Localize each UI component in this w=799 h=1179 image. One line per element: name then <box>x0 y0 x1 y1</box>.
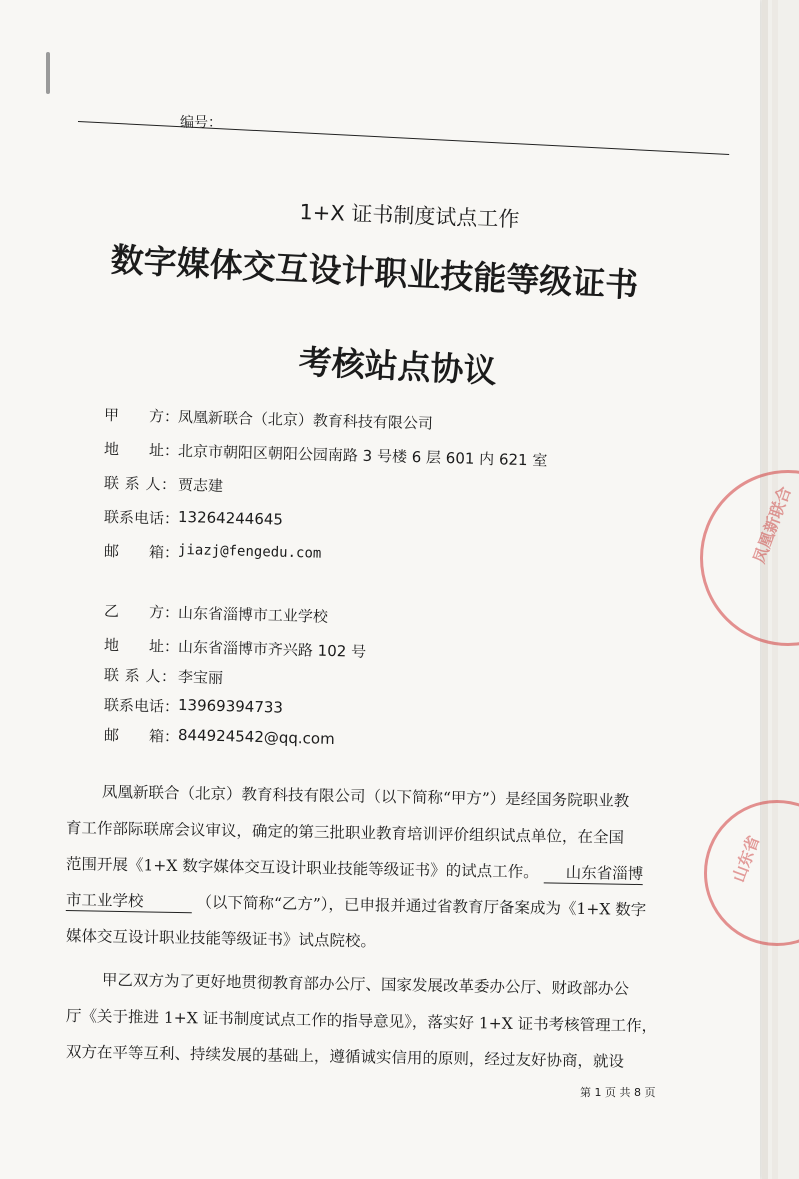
page-footer: 第 1 页 共 8 页 <box>580 1086 656 1099</box>
party-b-email-row <box>104 724 335 751</box>
party-a-email-row <box>104 540 322 567</box>
party-a-address-label: 地 址： <box>103 440 180 460</box>
party-a-email: jiazj@fengedu.com <box>177 541 322 562</box>
party-b-name-label: 乙 方： <box>103 602 180 622</box>
party-a-address-row <box>104 438 548 471</box>
party-a-phone-label: 联系电话： <box>103 508 180 528</box>
header-rule <box>78 121 729 155</box>
party-a-email-label: 邮 箱： <box>103 542 180 562</box>
party-b-contact-row <box>104 664 224 688</box>
party-b-address: 山东省淄博市齐兴路 102 号 <box>177 637 367 661</box>
body-paragraph-2-line-1: 甲乙双方为了更好地贯彻教育部办公厅、国家发展改革委办公厅、财政部办公 <box>101 971 630 999</box>
party-a-name: 凤凰新联合（北京）教育科技有限公司 <box>177 407 434 433</box>
party-b-phone: 13969394733 <box>177 695 284 717</box>
party-a-name-label: 甲 方： <box>103 406 180 426</box>
body-paragraph-1-line-3 <box>66 852 644 885</box>
school-name-fill-part1: 山东省淄博 <box>543 860 643 885</box>
body-paragraph-1-line-4-text: （以下简称“乙方”），已申报并通过省教育厅备案成为《1+X 数字 <box>196 893 647 920</box>
party-b-name: 山东省淄博市工业学校 <box>177 603 329 626</box>
body-paragraph-2-line-3: 双方在平等互利、持续发展的基础上，遵循诚实信用的原则，经过友好协商，就设 <box>65 1043 625 1071</box>
body-paragraph-1-line-1: 凤凰新联合（北京）教育科技有限公司（以下简称“甲方”）是经国务院职业教 <box>101 783 630 811</box>
school-name-fill-part2: 市工业学校 <box>66 888 192 913</box>
party-b-email-label: 邮 箱： <box>103 726 180 746</box>
document-title-line1: 数字媒体交互设计职业技能等级证书 <box>109 239 640 305</box>
party-b-address-row <box>104 634 367 662</box>
party-b-email: 844924542@qq.com <box>177 725 335 749</box>
seal-stamp-text: 凤凰新联合 <box>749 483 795 566</box>
party-b-phone-label: 联系电话： <box>103 696 180 716</box>
body-paragraph-2-line-2: 厅《关于推进 1+X 证书制度试点工作的指导意见》，落实好 1+X 证书考核管理工作， <box>65 1007 658 1036</box>
party-a-contact-label: 联 系 人： <box>103 474 177 494</box>
body-paragraph-1-line-3-text: 范围开展《1+X 数字媒体交互设计职业技能等级证书》的试点工作。 <box>65 855 539 882</box>
document-number-label: 编号： <box>180 115 222 131</box>
party-a-contact: 贾志建 <box>177 475 224 496</box>
party-b-contact: 李宝丽 <box>177 667 224 688</box>
binder-mark <box>46 52 50 94</box>
party-b-phone-row <box>104 694 283 720</box>
party-b-address-label: 地 址： <box>103 636 180 656</box>
party-b-name-row <box>104 600 328 627</box>
seal-stamp-text: 山东省 <box>728 833 764 885</box>
party-b-contact-label: 联 系 人： <box>103 666 177 686</box>
party-a-phone-row <box>104 506 283 532</box>
party-a-phone: 13264244645 <box>177 507 284 529</box>
party-a-address: 北京市朝阳区朝阳公园南路 3 号楼 6 层 601 内 621 室 <box>177 441 548 470</box>
document-title-line2: 考核站点协议 <box>297 341 498 391</box>
body-paragraph-1-line-4 <box>66 888 647 921</box>
document-subtitle: 1+X 证书制度试点工作 <box>299 199 520 232</box>
party-a-contact-row <box>104 472 224 496</box>
body-paragraph-1-line-5: 媒体交互设计职业技能等级证书》试点院校。 <box>65 927 377 951</box>
party-a-name-row <box>104 404 433 434</box>
body-paragraph-1-line-2: 育工作部际联席会议审议，确定的第三批职业教育培训评价组织试点单位，在全国 <box>65 819 625 847</box>
